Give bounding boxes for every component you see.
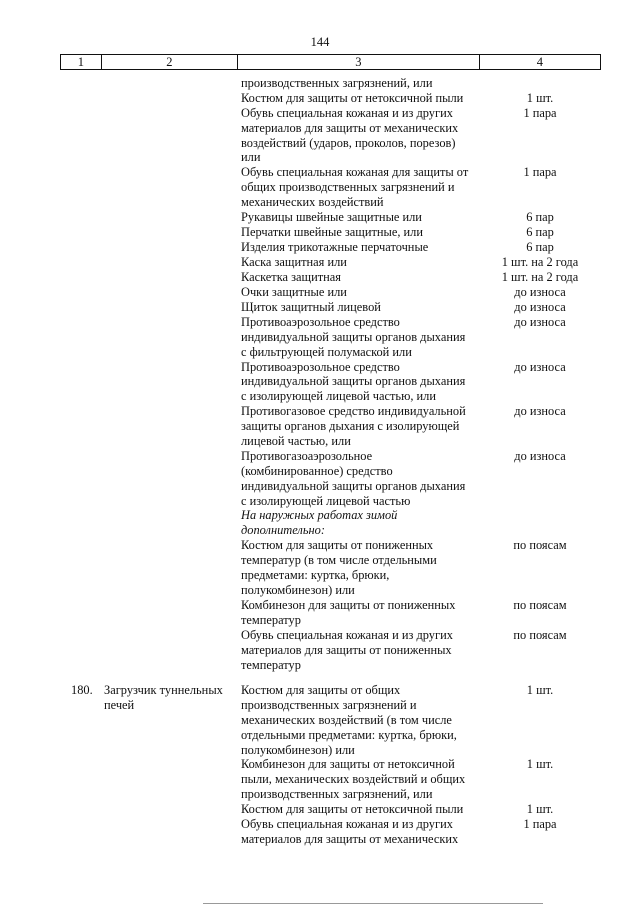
page-number: 144 [310, 35, 330, 49]
item-line: Противогазоаэрозольное [241, 449, 373, 463]
norm-value: 6 пар [526, 210, 554, 224]
item-line: механических воздействий [241, 195, 384, 209]
item-line: индивидуальной защиты органов дыхания [241, 479, 466, 493]
item-line: Обувь специальная кожаная для защиты от [241, 165, 469, 179]
norm-value: до износа [514, 300, 566, 314]
item-line: материалов для защиты от механических [241, 121, 459, 135]
norm-value: до износа [514, 285, 566, 299]
section-note: дополнительно: [241, 523, 325, 537]
item-line: предметами: куртка, брюки, [241, 568, 390, 582]
header-col-4: 4 [536, 55, 543, 69]
header-col-2: 2 [102, 55, 238, 69]
norm-value: по поясам [513, 598, 567, 612]
item-line: Костюм для защиты от пониженных [241, 538, 434, 552]
norm-value: по поясам [513, 628, 567, 642]
norm-value: до износа [514, 315, 566, 329]
item-line: Изделия трикотажные перчаточные [241, 240, 429, 254]
item-line: производственных загрязнений, или [241, 787, 433, 801]
section-note: На наружных работах зимой [241, 508, 398, 522]
header-col-3: 3 [238, 55, 480, 69]
item-line: Перчатки швейные защитные, или [241, 225, 423, 239]
item-line: с изолирующей лицевой частью [241, 494, 411, 508]
item-line: (комбинированное) средство [241, 464, 393, 478]
norm-value: 1 пара [523, 106, 557, 120]
profession-name: печей [104, 698, 135, 712]
item-line: Обувь специальная кожаная и из других [241, 106, 453, 120]
item-line: Противоаэрозольное средство [241, 360, 400, 374]
norm-value: 1 шт. на 2 года [501, 270, 579, 284]
norm-value: до износа [514, 449, 566, 463]
item-line: Комбинезон для защиты от пониженных [241, 598, 456, 612]
item-line: отдельными предметами: куртка, брюки, [241, 728, 457, 742]
norm-value: 6 пар [526, 225, 554, 239]
item-line: защиты органов дыхания с изолирующей [241, 419, 460, 433]
norm-value: 6 пар [526, 240, 554, 254]
item-line: материалов для защиты от пониженных [241, 643, 452, 657]
item-line: Противоаэрозольное средство [241, 315, 400, 329]
norm-value: 1 пара [523, 165, 557, 179]
item-line: Обувь специальная кожаная и из других [241, 628, 453, 642]
header-col-1: 1 [61, 55, 102, 69]
item-line: пыли, механических воздействий и общих [241, 772, 466, 786]
item-line: температур [241, 658, 301, 672]
bottom-rule [203, 903, 543, 904]
item-line: производственных загрязнений и [241, 698, 417, 712]
item-line: механических воздействий (в том числе [241, 713, 452, 727]
norm-value: 1 шт. [526, 757, 554, 771]
item-line: Костюм для защиты от нетоксичной пыли [241, 802, 464, 816]
item-line: температур (в том числе отдельными [241, 553, 437, 567]
item-line: с фильтрующей полумаской или [241, 345, 412, 359]
item-line: Щиток защитный лицевой [241, 300, 381, 314]
item-line: материалов для защиты от механических [241, 832, 459, 846]
item-line: температур [241, 613, 301, 627]
item-line: производственных загрязнений, или [241, 76, 433, 90]
item-line: с изолирующей лицевой частью, или [241, 389, 436, 403]
item-line: Очки защитные или [241, 285, 347, 299]
item-line: Костюм для защиты от общих [241, 683, 401, 697]
norm-value: до износа [514, 360, 566, 374]
item-line: индивидуальной защиты органов дыхания [241, 374, 466, 388]
item-line: Комбинезон для защиты от нетоксичной [241, 757, 455, 771]
norm-value: по поясам [513, 538, 567, 552]
item-line: лицевой частью, или [241, 434, 351, 448]
norm-value: 1 шт. на 2 года [501, 255, 579, 269]
item-line: Костюм для защиты от нетоксичной пыли [241, 91, 464, 105]
item-line: Обувь специальная кожаная и из других [241, 817, 453, 831]
profession-name: Загрузчик туннельных [104, 683, 223, 697]
item-line: общих производственных загрязнений и [241, 180, 455, 194]
norm-value: до износа [514, 404, 566, 418]
item-line: воздействий (ударов, проколов, порезов) [241, 136, 456, 150]
item-line: полукомбинезон) или [241, 583, 355, 597]
item-line: или [241, 150, 261, 164]
item-line: Каска защитная или [241, 255, 347, 269]
item-line: Каскетка защитная [241, 270, 341, 284]
norm-value: 1 шт. [526, 683, 554, 697]
item-line: Рукавицы швейные защитные или [241, 210, 422, 224]
row-number: 180. [71, 683, 93, 697]
norm-value: 1 пара [523, 817, 557, 831]
norm-value: 1 шт. [526, 802, 554, 816]
item-line: Противогазовое средство индивидуальной [241, 404, 466, 418]
norm-value: 1 шт. [526, 91, 554, 105]
item-line: индивидуальной защиты органов дыхания [241, 330, 466, 344]
table-header-row [60, 54, 601, 70]
item-line: полукомбинезон) или [241, 743, 355, 757]
